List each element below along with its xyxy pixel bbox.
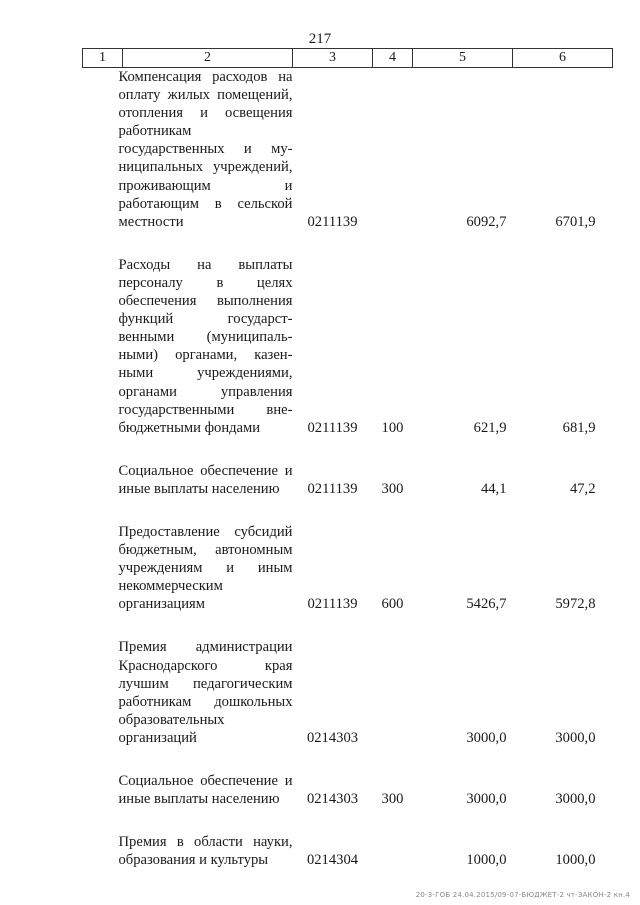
header-col-6: 6 [513, 49, 613, 68]
header-col-2: 2 [123, 49, 293, 68]
row-description: Премия администрации Краснодарского края лучшим педагогическим работникам дошкольных образовательных организаций [118, 639, 293, 746]
row-code: 0214304 [306, 852, 359, 869]
table-row [83, 256, 613, 437]
budget-table [82, 48, 613, 869]
header-col-1: 1 [83, 49, 123, 68]
row-value-5: 3000,0 [466, 791, 507, 808]
row-description: Социальное обеспечение и иные выплаты населению [118, 462, 293, 497]
row-description: Компенсация расходов на оплату жилых помещений, отопления и освещения работникам государственных и муниципальных учреждений, проживающим и работающим в сельской местности [118, 69, 293, 230]
row-code: 0211139 [307, 213, 358, 230]
row-type [373, 638, 413, 747]
row-type: 300 [381, 791, 404, 808]
row-value-5: 6092,7 [466, 213, 507, 230]
header-row [83, 49, 613, 68]
row-value-6: 1000,0 [555, 852, 596, 869]
table-row [83, 833, 613, 869]
row-value-5: 621,9 [473, 419, 507, 436]
row-code: 0211139 [307, 480, 358, 497]
footer-stamp: 20-3-ГОБ 24.04.2015/09-07-БЮДЖЕТ-2 чт-ЗАКОН-2 кн.4 [415, 891, 630, 899]
table-row [83, 523, 613, 613]
table-row [83, 68, 613, 231]
row-description: Премия в области науки, образования и культуры [118, 834, 293, 869]
row-value-5: 3000,0 [466, 729, 507, 746]
row-value-6: 6701,9 [555, 213, 596, 230]
row-description: Социальное обеспечение и иные выплаты населению [118, 773, 293, 808]
row-value-5: 44,1 [480, 480, 507, 497]
row-value-6: 5972,8 [555, 596, 596, 613]
row-description: Расходы на выплаты персоналу в целях обеспечения выполнения функций государственными (муниципальными) органами, казенными учреждениями, органами управления государственными внебюджетными фондами [118, 256, 293, 436]
row-value-6: 3000,0 [555, 791, 596, 808]
table-row [83, 772, 613, 808]
header-col-3: 3 [293, 49, 373, 68]
header-col-4: 4 [373, 49, 413, 68]
row-code: 0214303 [306, 791, 359, 808]
row-value-6: 3000,0 [555, 729, 596, 746]
table-row [83, 462, 613, 498]
header-col-5: 5 [413, 49, 513, 68]
table-row [83, 638, 613, 747]
page-number: 217 [308, 31, 332, 47]
row-type: 600 [381, 596, 404, 613]
row-type [373, 833, 413, 869]
row-value-5: 5426,7 [466, 596, 507, 613]
row-description: Предоставление субсидий бюджетным, автономным учреждениям и иным некоммерческим организациям [118, 523, 293, 613]
row-code: 0214303 [306, 729, 359, 746]
row-type: 300 [381, 480, 404, 497]
row-type: 100 [381, 419, 404, 436]
row-value-6: 47,2 [569, 480, 596, 497]
row-value-6: 681,9 [562, 419, 596, 436]
row-code: 0211139 [307, 419, 358, 436]
row-code: 0211139 [307, 596, 358, 613]
row-type [373, 68, 413, 231]
row-value-5: 1000,0 [466, 852, 507, 869]
